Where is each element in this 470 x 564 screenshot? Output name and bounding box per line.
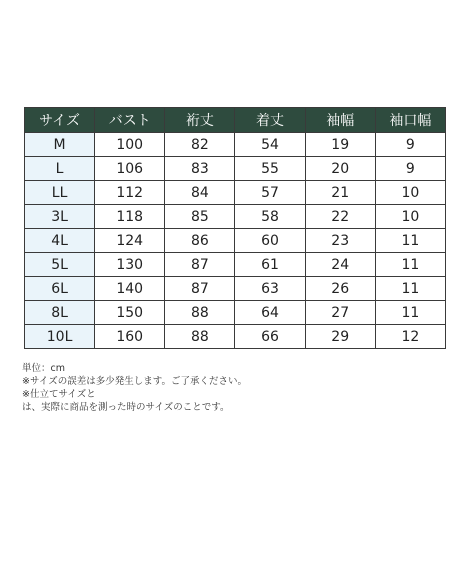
size-cell: 10L	[25, 325, 95, 349]
cuff-width-cell: 10	[375, 181, 445, 205]
unit-note: 単位：cm	[22, 363, 65, 374]
finished-size-note-continued: は、実際に商品を測った時のサイズのことです。	[22, 402, 230, 413]
table-row	[25, 325, 446, 349]
size-cell: 3L	[25, 205, 95, 229]
yuki-cell: 84	[165, 181, 235, 205]
size-cell: 8L	[25, 301, 95, 325]
cuff-width-cell: 9	[375, 157, 445, 181]
length-cell: 57	[235, 181, 305, 205]
finished-size-note: ※仕立てサイズと	[22, 389, 96, 400]
length-cell: 61	[235, 253, 305, 277]
table-row	[25, 157, 446, 181]
yuki-cell: 87	[165, 277, 235, 301]
header-size: サイズ	[25, 108, 95, 133]
header-bust: バスト	[95, 108, 165, 133]
bust-cell: 130	[95, 253, 165, 277]
length-cell: 54	[235, 133, 305, 157]
bust-cell: 100	[95, 133, 165, 157]
header-body-length: 着丈	[235, 108, 305, 133]
size-chart-table	[24, 107, 446, 349]
yuki-cell: 82	[165, 133, 235, 157]
size-notes	[22, 362, 247, 414]
sleeve-width-cell: 23	[305, 229, 375, 253]
header-yuki-length: 裄丈	[165, 108, 235, 133]
cuff-width-cell: 11	[375, 229, 445, 253]
sleeve-width-cell: 19	[305, 133, 375, 157]
yuki-cell: 83	[165, 157, 235, 181]
sleeve-width-cell: 26	[305, 277, 375, 301]
yuki-cell: 85	[165, 205, 235, 229]
bust-cell: 150	[95, 301, 165, 325]
header-sleeve-width: 袖幅	[305, 108, 375, 133]
sleeve-width-cell: 21	[305, 181, 375, 205]
table-row	[25, 181, 446, 205]
table-row	[25, 205, 446, 229]
size-cell: 4L	[25, 229, 95, 253]
table-row	[25, 133, 446, 157]
cuff-width-cell: 12	[375, 325, 445, 349]
cuff-width-cell: 10	[375, 205, 445, 229]
size-cell: 6L	[25, 277, 95, 301]
length-cell: 60	[235, 229, 305, 253]
length-cell: 58	[235, 205, 305, 229]
yuki-cell: 87	[165, 253, 235, 277]
table-row	[25, 253, 446, 277]
length-cell: 66	[235, 325, 305, 349]
sleeve-width-cell: 29	[305, 325, 375, 349]
cuff-width-cell: 11	[375, 301, 445, 325]
cuff-width-cell: 9	[375, 133, 445, 157]
cuff-width-cell: 11	[375, 277, 445, 301]
sleeve-width-cell: 27	[305, 301, 375, 325]
sleeve-width-cell: 24	[305, 253, 375, 277]
cuff-width-cell: 11	[375, 253, 445, 277]
length-cell: 63	[235, 277, 305, 301]
table-row	[25, 301, 446, 325]
size-cell: LL	[25, 181, 95, 205]
table-row	[25, 277, 446, 301]
bust-cell: 106	[95, 157, 165, 181]
size-cell: 5L	[25, 253, 95, 277]
sleeve-width-cell: 20	[305, 157, 375, 181]
bust-cell: 140	[95, 277, 165, 301]
length-cell: 64	[235, 301, 305, 325]
bust-cell: 160	[95, 325, 165, 349]
bust-cell: 124	[95, 229, 165, 253]
size-cell: L	[25, 157, 95, 181]
yuki-cell: 86	[165, 229, 235, 253]
size-cell: M	[25, 133, 95, 157]
yuki-cell: 88	[165, 301, 235, 325]
bust-cell: 112	[95, 181, 165, 205]
bust-cell: 118	[95, 205, 165, 229]
sleeve-width-cell: 22	[305, 205, 375, 229]
table-row	[25, 229, 446, 253]
header-cuff-width: 袖口幅	[375, 108, 445, 133]
length-cell: 55	[235, 157, 305, 181]
yuki-cell: 88	[165, 325, 235, 349]
tolerance-note: ※サイズの誤差は多少発生します。ご了承ください。	[22, 376, 247, 387]
table-header-row	[25, 108, 446, 133]
